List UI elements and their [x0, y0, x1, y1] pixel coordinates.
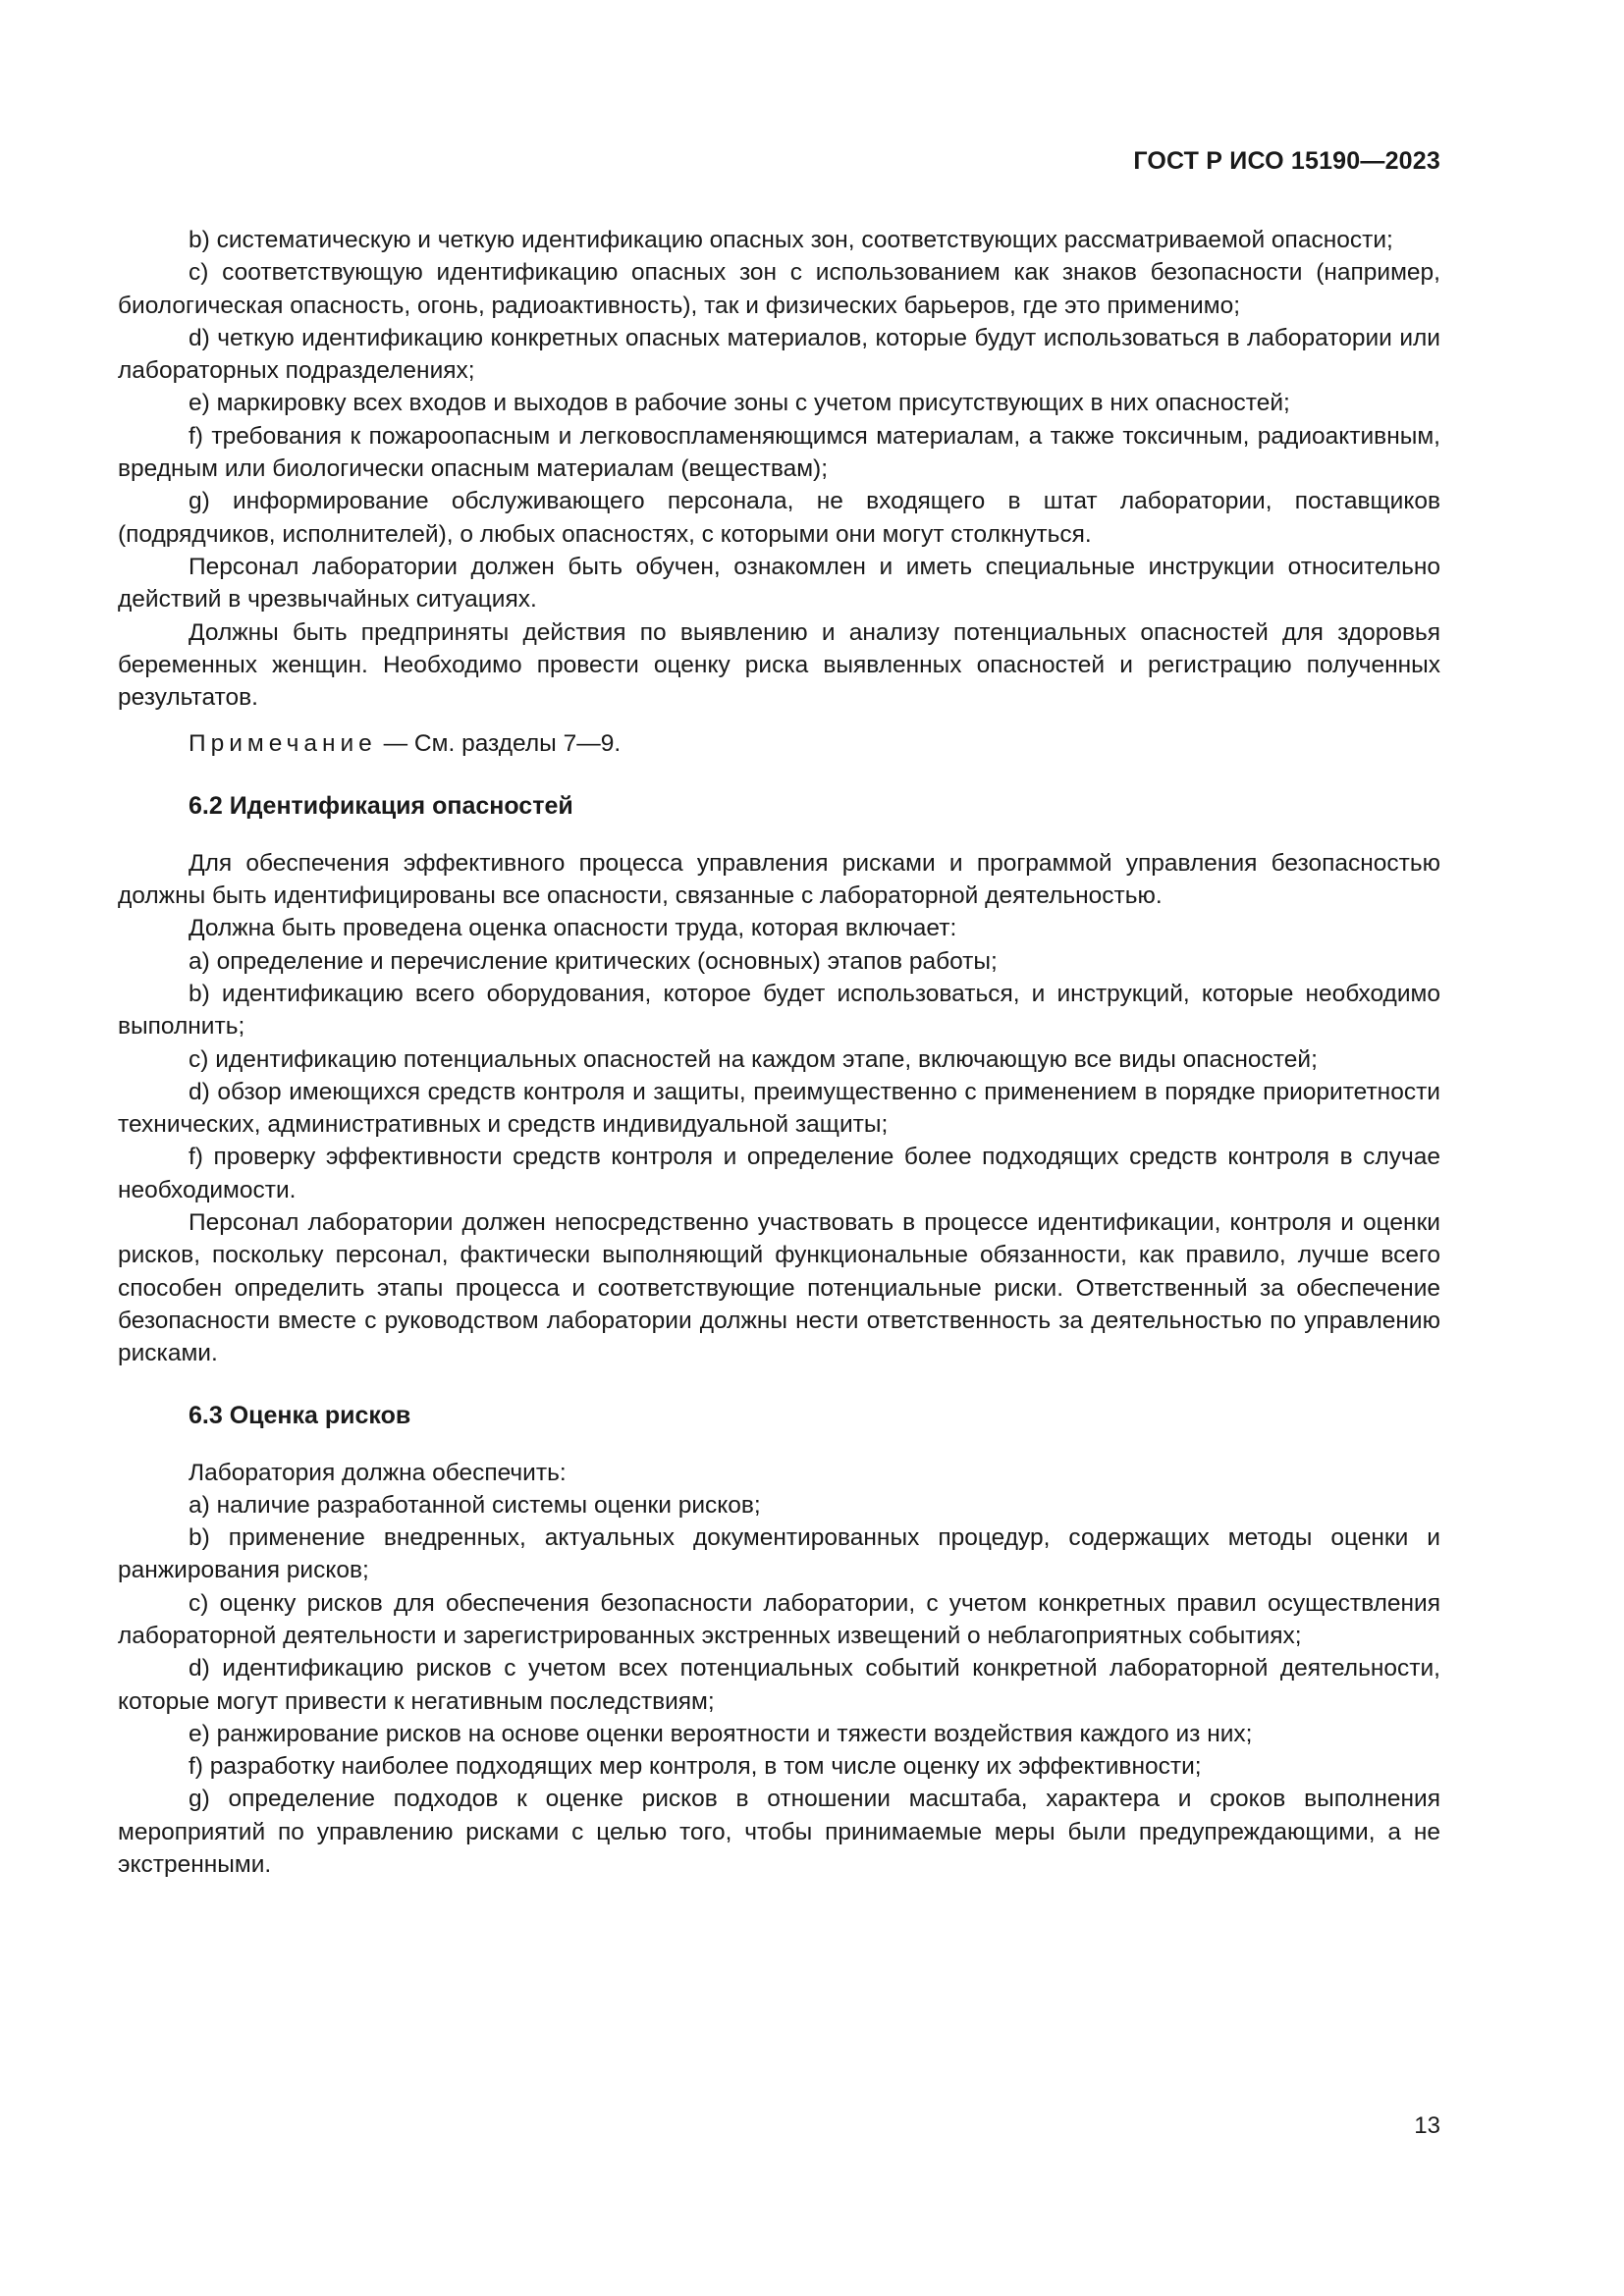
section-heading-6-2: 6.2 Идентификация опасностей: [189, 791, 573, 820]
list-item: g) определение подходов к оценке рисков в отношении масштаба, характера и сроков выполнения мероприятий по управлению рисками с целью того, чтобы принимаемые меры были предупреждающими, а не экстренными.: [118, 1786, 1440, 1879]
note-text: — См. разделы 7—9.: [376, 730, 622, 758]
note: [118, 727, 1440, 760]
list-item: d) обзор имеющихся средств контроля и защиты, преимущественно с применением в порядке приоритетности технических, административных и средств индивидуальной защиты;: [118, 1078, 1440, 1139]
list-item: a) определение и перечисление критических (основных) этапов работы;: [189, 947, 998, 975]
paragraph: Персонал лаборатории должен быть обучен, ознакомлен и иметь специальные инструкции относительно действий в чрезвычайных ситуациях.: [118, 553, 1440, 614]
document-body: [118, 224, 1440, 1881]
list-item: e) ранжирование рисков на основе оценки вероятности и тяжести воздействия каждого из них;: [189, 1720, 1253, 1747]
list-item: b) применение внедренных, актуальных документированных процедур, содержащих методы оценки и ранжирования рисков;: [118, 1524, 1440, 1584]
paragraph: Для обеспечения эффективного процесса управления рисками и программой управления безопасностью должны быть идентифицированы все опасности, связанные с лабораторной деятельностью.: [118, 849, 1440, 910]
list-item: d) идентификацию рисков с учетом всех потенциальных событий конкретной лабораторной деятельности, которые могут привести к негативным последствиям;: [118, 1655, 1440, 1715]
paragraph: Персонал лаборатории должен непосредственно участвовать в процессе идентификации, контроля и оценки рисков, поскольку персонал, фактически выполняющий функциональные обязанности, как правило, лучше всего способен определить этапы процесса и соответствующие потенциальные риски. Ответственный за обеспечение безопасности вместе с руководством лаборатории должны нести ответственность за деятельностью по управлению рисками.: [118, 1209, 1440, 1367]
page-number: 13: [1414, 2112, 1440, 2139]
list-item: f) требования к пожароопасным и легковоспламеняющимся материалам, а также токсичным, радиоактивным, вредным или биологически опасным материалам (веществам);: [118, 422, 1440, 483]
paragraph: Должна быть проведена оценка опасности труда, которая включает:: [189, 915, 957, 942]
list-item: c) идентификацию потенциальных опасностей на каждом этапе, включающую все виды опасностей;: [189, 1045, 1318, 1073]
list-item: b) идентификацию всего оборудования, которое будет использоваться, и инструкций, которые необходимо выполнить;: [118, 980, 1440, 1041]
list-item: g) информирование обслуживающего персонала, не входящего в штат лаборатории, поставщиков (подрядчиков, исполнителей), о любых опасностях, с которыми они могут столкнуться.: [118, 488, 1440, 548]
list-item: a) наличие разработанной системы оценки рисков;: [189, 1491, 761, 1519]
list-item: f) проверку эффективности средств контроля и определение более подходящих средств контроля в случае необходимости.: [118, 1144, 1440, 1203]
note-label: Примечание: [189, 730, 377, 758]
list-item: c) соответствующую идентификацию опасных зон с использованием как знаков безопасности (например, биологическая опасность, огонь, радиоактивность), так и физических барьеров, где это применимо;: [118, 259, 1440, 319]
paragraph: Лаборатория должна обеспечить:: [189, 1459, 567, 1486]
paragraph: Должны быть предприняты действия по выявлению и анализу потенциальных опасностей для здоровья беременных женщин. Необходимо провести оценку риска выявленных опасностей и регистрацию полученных результатов.: [118, 618, 1440, 712]
section-heading-6-3: 6.3 Оценка рисков: [189, 1401, 411, 1429]
list-item: e) маркировку всех входов и выходов в рабочие зоны с учетом присутствующих в них опасностей;: [189, 390, 1290, 417]
list-item: c) оценку рисков для обеспечения безопасности лаборатории, с учетом конкретных правил осуществления лабораторной деятельности и зарегистрированных экстренных извещений о неблагоприятных событиях;: [118, 1589, 1440, 1649]
list-item: d) четкую идентификацию конкретных опасных материалов, которые будут использоваться в лаборатории или лабораторных подразделениях;: [118, 324, 1440, 385]
document-header: ГОСТ Р ИСО 15190—2023: [1133, 147, 1440, 175]
list-item: f) разработку наиболее подходящих мер контроля, в том числе оценку их эффективности;: [189, 1753, 1202, 1781]
list-item: b) систематическую и четкую идентификацию опасных зон, соответствующих рассматриваемой опасности;: [189, 227, 1393, 253]
